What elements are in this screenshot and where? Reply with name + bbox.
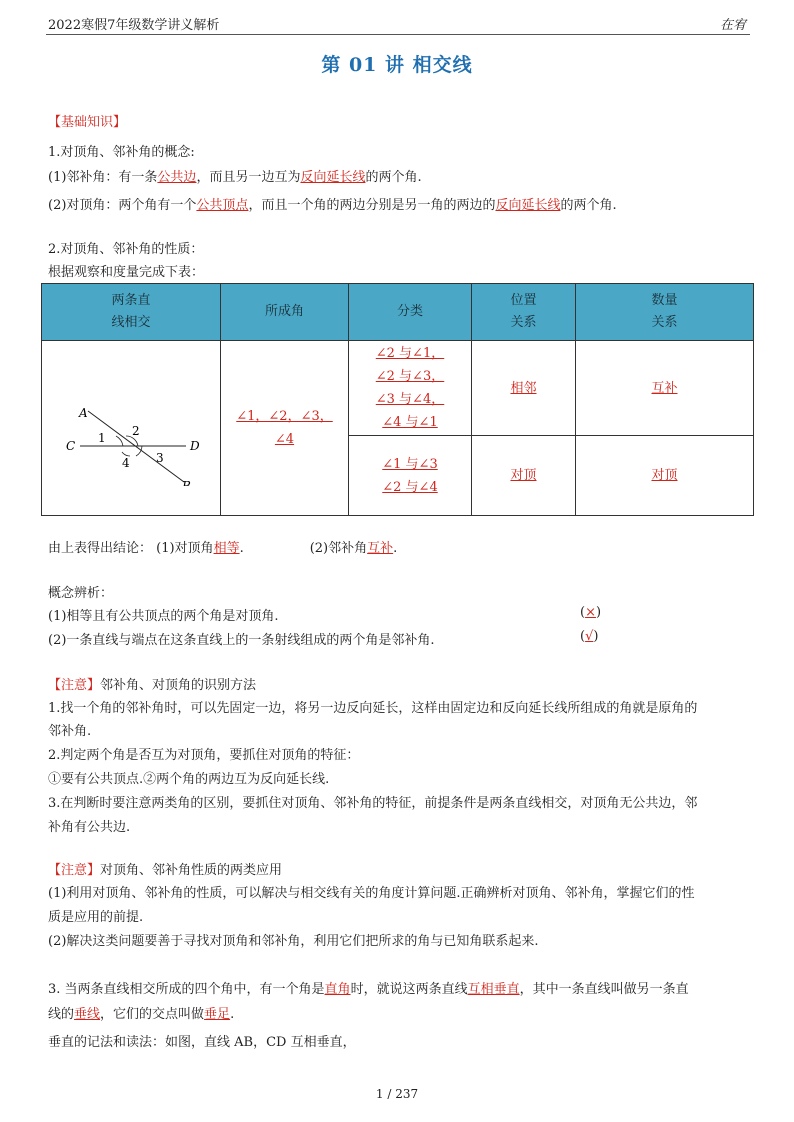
note1-p2: 2.判定两个角是否互为对顶角，要抓住对顶角的特征： xyxy=(48,748,360,763)
class-vertical-cell: ∠1 与∠3 ∠2 与∠4 xyxy=(349,436,472,516)
perpendicular-notation: 垂直的记法和读法：如图，直线 AB，CD 互相垂直， xyxy=(48,1035,356,1050)
property-heading: 2.对顶角、邻补角的性质： xyxy=(48,242,204,257)
col-header-lines: 两条直 线相交 xyxy=(42,284,221,341)
page-number: 1 / 237 xyxy=(375,1087,419,1101)
label-angle-1: 1 xyxy=(98,431,106,445)
label-a: A xyxy=(79,406,88,420)
concept-answer-1: (×) xyxy=(580,605,602,620)
angle-table xyxy=(41,283,754,516)
class-adjacent-cell: ∠2 与∠1， ∠2 与∠3， ∠3 与∠4， ∠4 与∠1 xyxy=(349,341,472,436)
col-header-position: 位置 关系 xyxy=(472,284,576,341)
note1-p1a: 1.找一个角的邻补角时，可以先固定一边，将另一边反向延长，这样由固定边和反向延长线所组成的角就是原角的 xyxy=(48,701,698,716)
col-header-angles: 所成角 xyxy=(221,284,349,341)
angles-cell: ∠1，∠2，∠3， ∠4 xyxy=(221,341,349,516)
header-divider xyxy=(46,34,750,35)
intersecting-lines-figure-cell xyxy=(42,341,221,516)
supplementary-definition: (1)邻补角：有一条公共边，而且另一边互为反向延长线的两个角. xyxy=(48,170,422,185)
label-c: C xyxy=(66,439,76,453)
concept-question-2: (2)一条直线与端点在这条直线上的一条射线组成的两个角是邻补角. xyxy=(48,633,435,648)
perpendicular-definition-2: 线的垂线，它们的交点叫做垂足. xyxy=(48,1007,235,1022)
basic-knowledge-tag: 【基础知识】 xyxy=(48,115,127,130)
col-header-quantity: 数量 关系 xyxy=(576,284,754,341)
concept-question-1: (1)相等且有公共顶点的两个角是对顶角. xyxy=(48,609,279,624)
note1-p4a: 3.在判断时要注意两类角的区别，要抓住对顶角、邻补角的特征，前提条件是两条直线相交，对顶角无公共边，邻 xyxy=(48,796,698,811)
note1-p4b: 补角有公共边. xyxy=(48,820,131,835)
quantity-vertical-cell: 对顶 xyxy=(576,436,754,516)
concept-heading: 1.对顶角、邻补角的概念: xyxy=(48,145,195,160)
position-adjacent-cell: 相邻 xyxy=(472,341,576,436)
quantity-adjacent-cell: 互补 xyxy=(576,341,754,436)
label-angle-2: 2 xyxy=(132,424,140,438)
label-angle-4: 4 xyxy=(122,456,130,470)
conclusion: 由上表得出结论： (1)对顶角相等. (2)邻补角互补. xyxy=(48,541,398,556)
table-instruction: 根据观察和度量完成下表： xyxy=(48,265,205,280)
label-d: D xyxy=(190,439,200,453)
vertical-definition: (2)对顶角：两个角有一个公共顶点，而且一个角的两边分别是另一角的两边的反向延长线的两个角. xyxy=(48,198,617,213)
angle-arc-1 xyxy=(116,436,123,446)
concept-analysis-heading: 概念辨析： xyxy=(48,586,114,601)
label-b: B xyxy=(182,479,191,486)
note2-p1a: (1)利用对顶角、邻补角的性质，可以解决与相交线有关的角度计算问题.正确辨析对顶角、邻补角，掌握它们的性 xyxy=(48,886,695,901)
label-angle-3: 3 xyxy=(156,451,164,465)
note1-heading: 【注意】邻补角、对顶角的识别方法 xyxy=(48,678,257,693)
concept-answer-2: (√) xyxy=(580,629,599,644)
header-author: 在宥 xyxy=(719,18,746,33)
note2-p2: (2)解决这类问题要善于寻找对顶角和邻补角，利用它们把所求的角与已知角联系起来. xyxy=(48,934,539,949)
header-doc-title: 2022寒假7年级数学讲义解析 xyxy=(48,18,220,33)
note1-p1b: 邻补角. xyxy=(48,724,92,739)
note2-p1b: 质是应用的前提. xyxy=(48,910,144,925)
note1-p3: ①要有公共顶点.②两个角的两边互为反向延长线. xyxy=(48,772,330,787)
perpendicular-definition-1: 3. 当两条直线相交所成的四个角中，有一个角是直角时，就说这两条直线互相垂直，其中一条直线叫做另一条直 xyxy=(48,982,689,997)
page-title: 第 01 讲 相交线 xyxy=(321,54,473,76)
position-vertical-cell: 对顶 xyxy=(472,436,576,516)
note2-heading: 【注意】对顶角、邻补角性质的两类应用 xyxy=(48,863,283,878)
col-header-class: 分类 xyxy=(349,284,472,341)
intersecting-lines-diagram xyxy=(46,366,216,486)
